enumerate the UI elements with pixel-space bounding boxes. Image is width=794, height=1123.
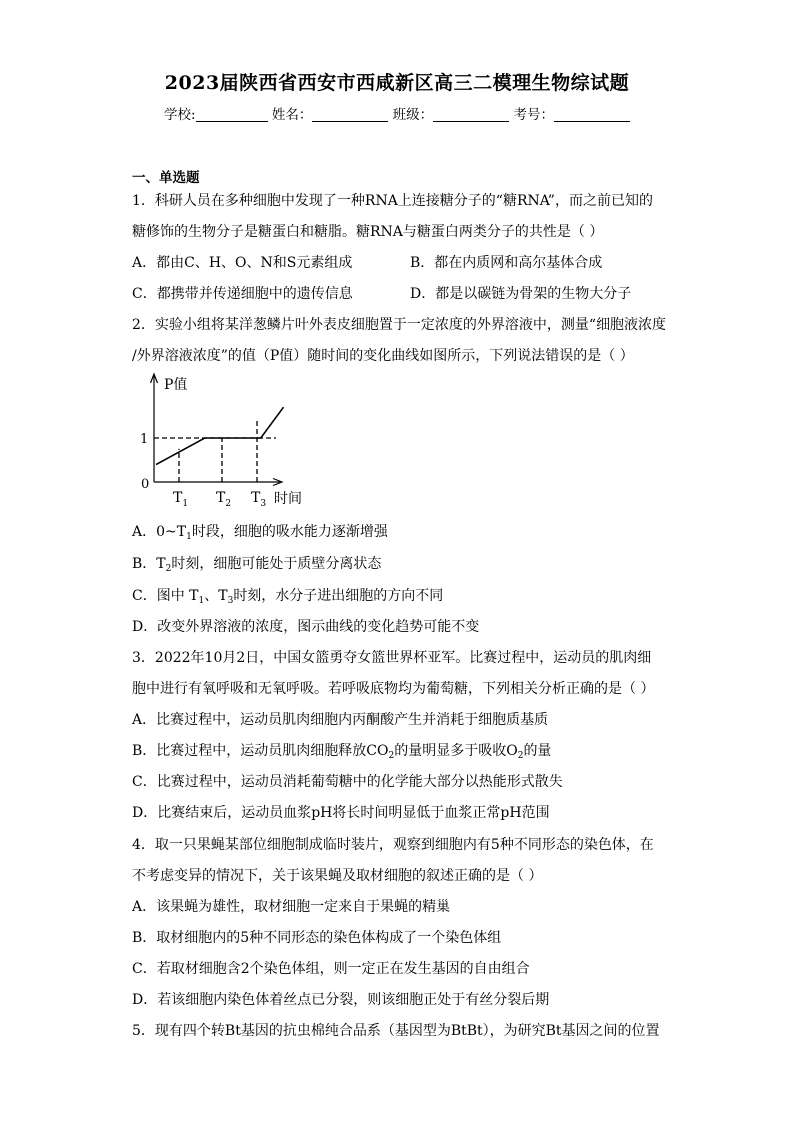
q2-stem-line2: /外界溶液浓度”的值（P值）随时间的变化曲线如图所示，下列说法错误的是（ ） [132, 348, 634, 364]
q3-option-c: C．比赛过程中，运动员消耗葡萄糖中的化学能大部分以热能形式散失 [132, 774, 563, 790]
p-value-curve [156, 407, 284, 464]
x-tick-label-t2: $T_2$ [216, 490, 232, 509]
q3-option-a: A．比赛过程中，运动员肌肉细胞内丙酮酸产生并消耗于细胞质基质 [132, 712, 549, 728]
q5-stem-line1: 5．现有四个转Bt基因的抗虫棉纯合品系（基因型为BtBt），为研究Bt基因之间的位置 [132, 1023, 660, 1039]
origin-label: 0 [141, 477, 150, 492]
q4-option-d: D．若该细胞内染色体着丝点已分裂，则该细胞正处于有丝分裂后期 [132, 992, 550, 1008]
name-label: 姓名： [271, 107, 313, 123]
q2-option-b: B．$T_2$时刻，细胞可能处于质壁分离状态 [132, 556, 382, 574]
y-axis-label: P值 [164, 377, 188, 393]
q4-stem-line2: 不考虑变异的情况下，关于该果蝇及取材细胞的叙述正确的是（ ） [132, 868, 543, 884]
q2-option-a: A．$0\sim T_1$时段，细胞的吸水能力逐渐增强 [132, 524, 388, 542]
p-value-graph [130, 370, 320, 510]
x-tick-label-t3: $T_3$ [251, 490, 267, 509]
q1-stem-line2: 糖修饰的生物分子是糖蛋白和糖脂。糖RNA与糖蛋白两类分子的共性是（ ） [132, 224, 604, 240]
exam-number-field[interactable] [554, 107, 630, 122]
q3-stem-line1: 3．2022年10月2日，中国女篮勇夺女篮世界杯亚军。比赛过程中，运动员的肌肉细 [132, 650, 652, 666]
q1-option-c: C．都携带并传递细胞中的遗传信息 [132, 286, 353, 302]
section-heading: 一、单选题 [132, 170, 200, 186]
q3-option-d: D．比赛结束后，运动员血浆pH将长时间明显低于血浆正常pH范围 [132, 805, 550, 821]
q3-stem-line2: 胞中进行有氧呼吸和无氧呼吸。若呼吸底物均为葡萄糖，下列相关分析正确的是（ ） [132, 681, 655, 697]
class-field[interactable] [433, 107, 509, 122]
q2-stem-line1: 2．实验小组将某洋葱鳞片叶外表皮细胞置于一定浓度的外界溶液中，测量“细胞液浓度 [132, 317, 667, 333]
q4-option-c: C．若取材细胞含2个染色体组，则一定正在发生基因的自由组合 [132, 961, 530, 977]
q4-stem-line1: 4．取一只果蝇某部位细胞制成临时装片，观察到细胞内有5种不同形态的染色体，在 [132, 837, 654, 853]
school-field[interactable] [196, 107, 268, 122]
y-tick-label: 1 [140, 432, 149, 447]
q4-option-b: B．取材细胞内的5种不同形态的染色体构成了一个染色体组 [132, 930, 502, 946]
q1-option-b: B．都在内质网和高尔基体合成 [410, 255, 603, 271]
q2-option-d: D．改变外界溶液的浓度，图示曲线的变化趋势可能不变 [132, 619, 480, 635]
x-tick-label-t1: $T_1$ [173, 490, 189, 509]
student-info-row [164, 103, 630, 123]
q1-stem-line1: 1．科研人员在多种细胞中发现了一种RNA上连接糖分子的“糖RNA”，而之前已知的 [132, 193, 653, 209]
name-field[interactable] [312, 107, 388, 122]
class-label: 班级： [392, 107, 434, 123]
school-label: 学校: [164, 107, 196, 123]
q1-option-d: D．都是以碳链为骨架的生物大分子 [410, 286, 632, 302]
q3-option-b: B．比赛过程中，运动员肌肉细胞释放$CO_2$的量明显多于吸收$O_2$的量 [132, 743, 552, 761]
q4-option-a: A．该果蝇为雄性，取材细胞一定来自于果蝇的精巢 [132, 899, 451, 915]
q2-option-c: C．图中 $T_1$、$T_3$时刻，水分子进出细胞的方向不同 [132, 588, 444, 606]
q1-option-a: A．都由C、H、O、N和S元素组成 [132, 255, 353, 271]
exam-number-label: 考号： [513, 107, 554, 123]
page-title: 2023届陕西省西安市西咸新区高三二模理生物综试题 [164, 72, 630, 94]
x-axis-label: 时间 [274, 491, 302, 507]
